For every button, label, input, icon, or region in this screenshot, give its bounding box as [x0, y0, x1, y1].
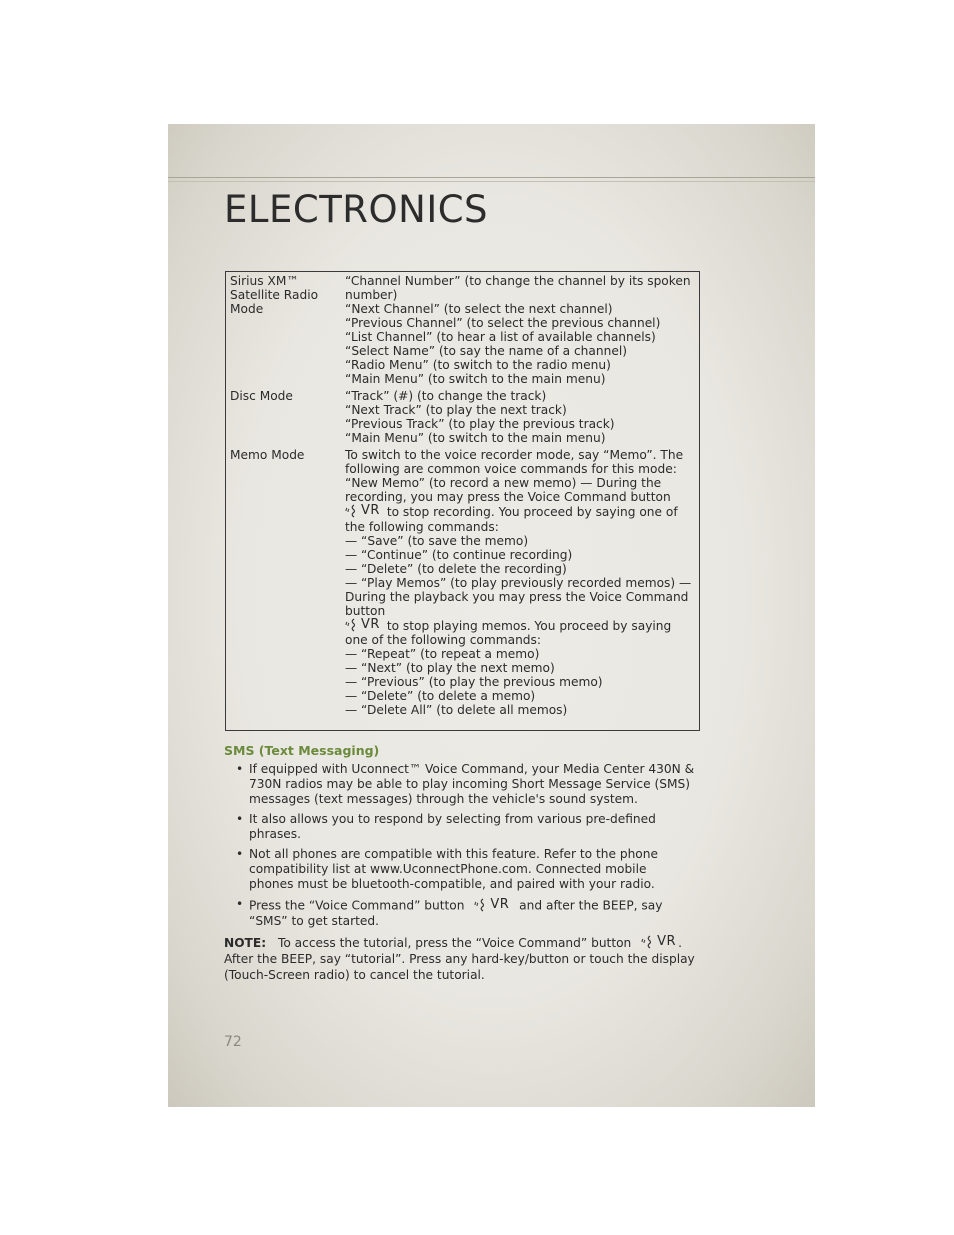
mode-label-memo: Memo Mode: [230, 448, 305, 462]
note-label: NOTE:: [224, 936, 267, 950]
voice-command-icon: VR: [474, 897, 509, 912]
commands-memo: To switch to the voice recorder mode, say “Memo”. The following are common voice commands for this mode: “New Memo” (to record a new memo) — During the recording, you may press the Voice Command button VR to stop recording. You proceed by saying one of the following commands: — “Save” (to save the memo) — “Continue” (to continue recording) — “Delete” (to delete the recording) — “Play Memos” (to play previously recorded memos) — During the playback you may press the Voice Command button VR to stop playing memos. You proceed by saying one of the following commands: — “Repeat” (to repeat a memo) — “Next” (to play the next memo) — “Previous” (to play the previous memo) — “Delete” (to delete a memo) — “Delete All” (to delete all memos): [345, 448, 692, 717]
voice-command-icon: VR: [641, 934, 676, 950]
manual-page: [168, 124, 815, 1107]
header-rule-thin: [168, 181, 815, 182]
list-item: • Press the “Voice Command” button VR and after the BEEP, say “SMS” to get started.: [236, 897, 663, 928]
voice-command-table: [225, 271, 700, 731]
voice-command-glyph: [474, 898, 488, 912]
section-title: ELECTRONICS: [224, 188, 489, 231]
mode-label-disc: Disc Mode: [230, 389, 293, 403]
list-item: • It also allows you to respond by selecting from various pre-defined phrases.: [236, 812, 656, 841]
voice-command-icon: VR: [345, 504, 380, 518]
voice-command-icon: VR: [345, 618, 380, 632]
sms-bullet-list: [236, 762, 706, 934]
page-number: 72: [224, 1034, 242, 1050]
list-item: • If equipped with Uconnect™ Voice Command, your Media Center 430N & 730N radios may be able to play incoming Short Message Service (SMS) messages (text messages) through the vehicle's sound system.: [236, 762, 695, 806]
mode-label-sirius: Sirius XM™ Satellite Radio Mode: [230, 274, 319, 316]
commands-sirius: “Channel Number” (to change the channel by its spoken number) “Next Channel” (to select the next channel) “Previous Channel” (to select the previous channel) “List Channel” (to hear a list of available channels) “Select Name” (to say the name of a channel) “Radio Menu” (to switch to the radio menu) “Main Menu” (to switch to the main menu): [345, 274, 691, 386]
note-paragraph: NOTE: To access the tutorial, press the “Voice Command” button VR . After the BEEP, say “tutorial”. Press any hard-key/button or touch the display (Touch-Screen radio) to cancel the tutorial.: [224, 934, 695, 982]
header-rule: [168, 177, 815, 178]
commands-disc: “Track” (#) (to change the track) “Next Track” (to play the next track) “Previous Track” (to play the previous track) “Main Menu” (to switch to the main menu): [345, 389, 615, 445]
voice-command-glyph: [345, 618, 359, 632]
voice-command-glyph: [345, 504, 359, 518]
list-item: • Not all phones are compatible with this feature. Refer to the phone compatibility list at www.UconnectPhone.com. Connected mobile phones must be bluetooth-compatible, and paired with your radio.: [236, 847, 658, 891]
sms-heading: SMS (Text Messaging): [224, 743, 380, 758]
voice-command-glyph: [641, 935, 655, 949]
